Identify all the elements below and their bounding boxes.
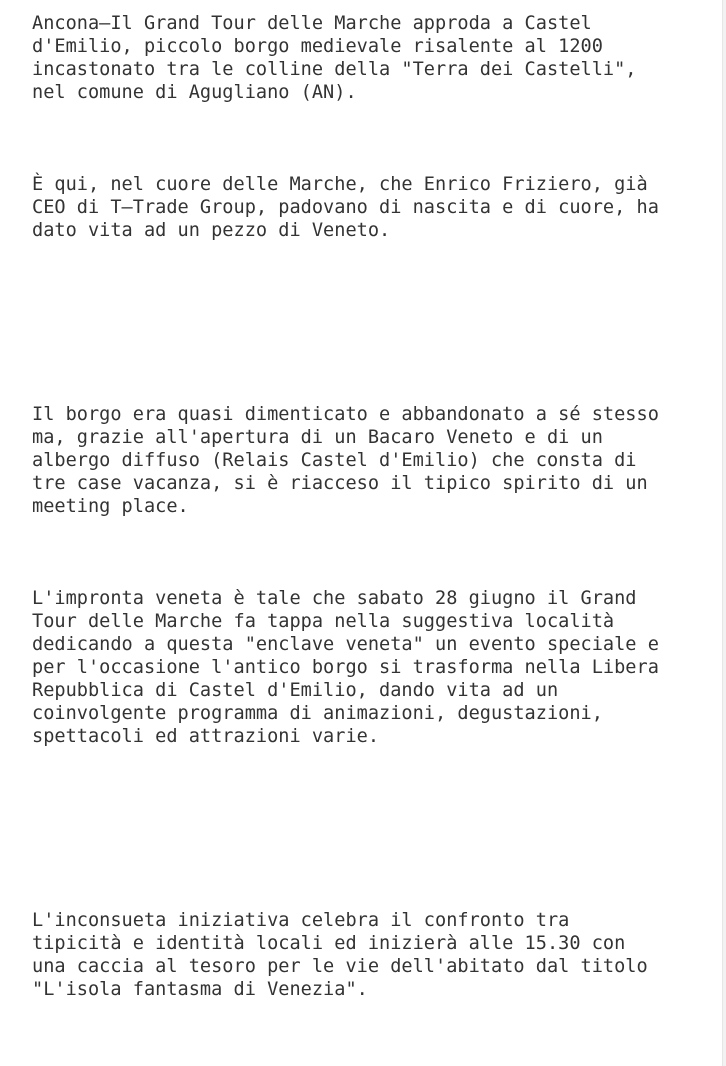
article-paragraph-event: L'impronta veneta è tale che sabato 28 giugno il Grand Tour delle Marche fa tappa nella suggestiva località dedicando a questa "enclave veneta" un evento speciale e per l'occasione l'antico borgo si trasforma nella Libera Repubblica di Castel d'Emilio, dando vita ad un coinvolgente programma di animazioni, degustazioni, spettacoli ed attrazioni varie. [32,588,659,747]
article-paragraph-borgo: Il borgo era quasi dimenticato e abbandonato a sé stesso ma, grazie all'apertura di un Bacaro Veneto e di un albergo diffuso (Relais Castel d'Emilio) che consta di tre case vacanza, si è riacceso il tipico spirito di un meeting place. [32,404,659,517]
article-paragraph-friziero: È qui, nel cuore delle Marche, che Enrico Friziero, già CEO di T–Trade Group, padovano di nascita e di cuore, ha dato vita ad un pezzo di Veneto. [32,174,659,241]
scrollbar-track[interactable] [722,0,726,1066]
article-paragraph-initiative: L'inconsueta iniziativa celebra il confronto tra tipicità e identità locali ed inizierà alle 15.30 con una caccia al tesoro per le vie dell'abitato dal titolo "L'isola fantasma di Venezia". [32,910,648,1000]
article-paragraph-intro: Ancona—Il Grand Tour delle Marche approda a Castel d'Emilio, piccolo borgo medievale risalente al 1200 incastonato tra le colline della "Terra dei Castelli", nel comune di Agugliano (AN). [32,13,637,103]
